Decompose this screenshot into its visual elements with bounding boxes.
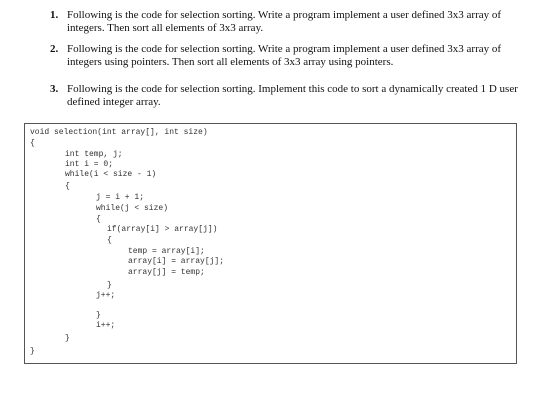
code-line: int temp, j;	[65, 150, 123, 159]
code-line: void selection(int array[], int size)	[30, 128, 208, 137]
code-line: temp = array[i];	[128, 247, 205, 256]
code-line: }	[65, 334, 70, 343]
code-line: }	[30, 347, 35, 356]
question-text: Following is the code for selection sorting. Write a program implement a user defined 3x3 array of integers. Then sort all elements of 3x3 array.	[67, 9, 502, 34]
question-text: Following is the code for selection sorting. Write a program implement a user defined 3x3 array of integers using pointers. Then sort all elements of 3x3 array using pointers.	[67, 43, 502, 68]
question-3	[50, 83, 520, 109]
code-line: }	[96, 311, 101, 320]
code-line: }	[107, 281, 112, 290]
code-line: j = i + 1;	[96, 193, 145, 202]
code-line: i++;	[96, 321, 116, 330]
question-number: 1.	[50, 9, 59, 21]
question-2	[50, 43, 520, 69]
question-text: Following is the code for selection sorting. Implement this code to sort a dynamically created 1 D user defined integer array.	[67, 83, 518, 108]
question-number: 2.	[50, 43, 59, 55]
code-block	[24, 123, 517, 364]
code-line: while(j < size)	[96, 204, 169, 213]
code-line: while(i < size - 1)	[65, 170, 157, 179]
code-line: array[i] = array[j];	[128, 257, 225, 266]
code-line: int i = 0;	[65, 160, 114, 169]
code-line: {	[96, 215, 101, 224]
code-line: j++;	[96, 291, 116, 300]
question-1	[50, 9, 520, 35]
code-line: if(array[i] > array[j])	[107, 225, 218, 234]
question-number: 3.	[50, 83, 59, 95]
code-line: {	[65, 182, 70, 191]
code-line: {	[107, 236, 112, 245]
code-line: {	[30, 139, 35, 148]
code-line: array[j] = temp;	[128, 268, 205, 277]
